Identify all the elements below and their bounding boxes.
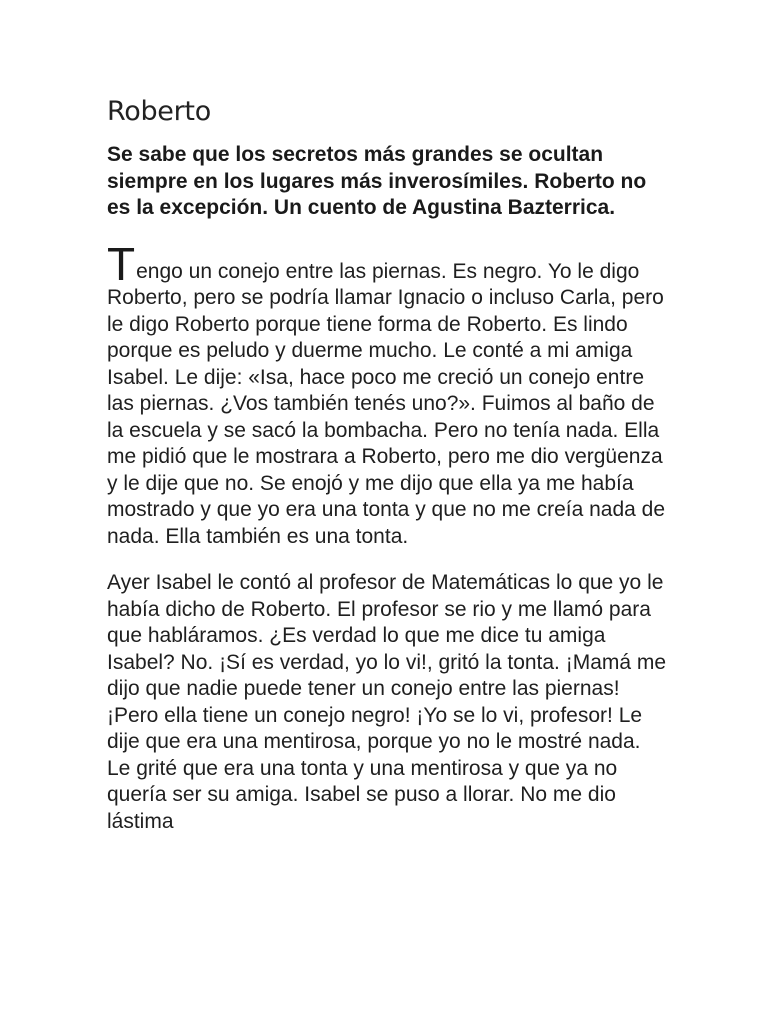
drop-cap: T [107, 237, 136, 290]
article [107, 92, 667, 855]
article-title: Roberto [107, 96, 211, 127]
paragraph-1-text: engo un conejo entre las piernas. Es negro. Yo le digo Roberto, pero se podría llamar Ignacio o incluso Carla, pero le digo Roberto porque tiene forma de Roberto. Es lindo porque es peludo y duerme mucho. Le conté a mi amiga Isabel. Le dije: «Isa, hace poco me creció un conejo entre las piernas. ¿Vos también tenés uno?». Fuimos al baño de la escuela y se sacó la bombacha. Pero no tenía nada. Ella me pidió que le mostrara a Roberto, pero me dio vergüenza y le dije que no. Se enojó y me dijo que ella ya me había mostrado y que yo era una tonta y que no me creía nada de nada. Ella también es una tonta. [107, 259, 666, 548]
article-subtitle: Se sabe que los secretos más grandes se ocultan siempre en los lugares más inverosímiles. Roberto no es la excepción. Un cuento de Agustina Bazterrica. [107, 143, 647, 219]
article-paragraph-1 [107, 237, 667, 551]
article-paragraph-2: Ayer Isabel le contó al profesor de Matemáticas lo que yo le había dicho de Roberto. El profesor se rio y me llamó para que habláramos. ¿Es verdad lo que me dice tu amiga Isabel? No. ¡Sí es verdad, yo lo vi!, gritó la tonta. ¡Mamá me dijo que nadie puede tener un conejo entre las piernas! ¡Pero ella tiene un conejo negro! ¡Yo se lo vi, profesor! Le dije que era una mentirosa, porque yo no le mostré nada. Le grité que era una tonta y una mentirosa y que ya no quería ser su amiga. Isabel se puso a llorar. No me dio lástima [107, 571, 667, 833]
